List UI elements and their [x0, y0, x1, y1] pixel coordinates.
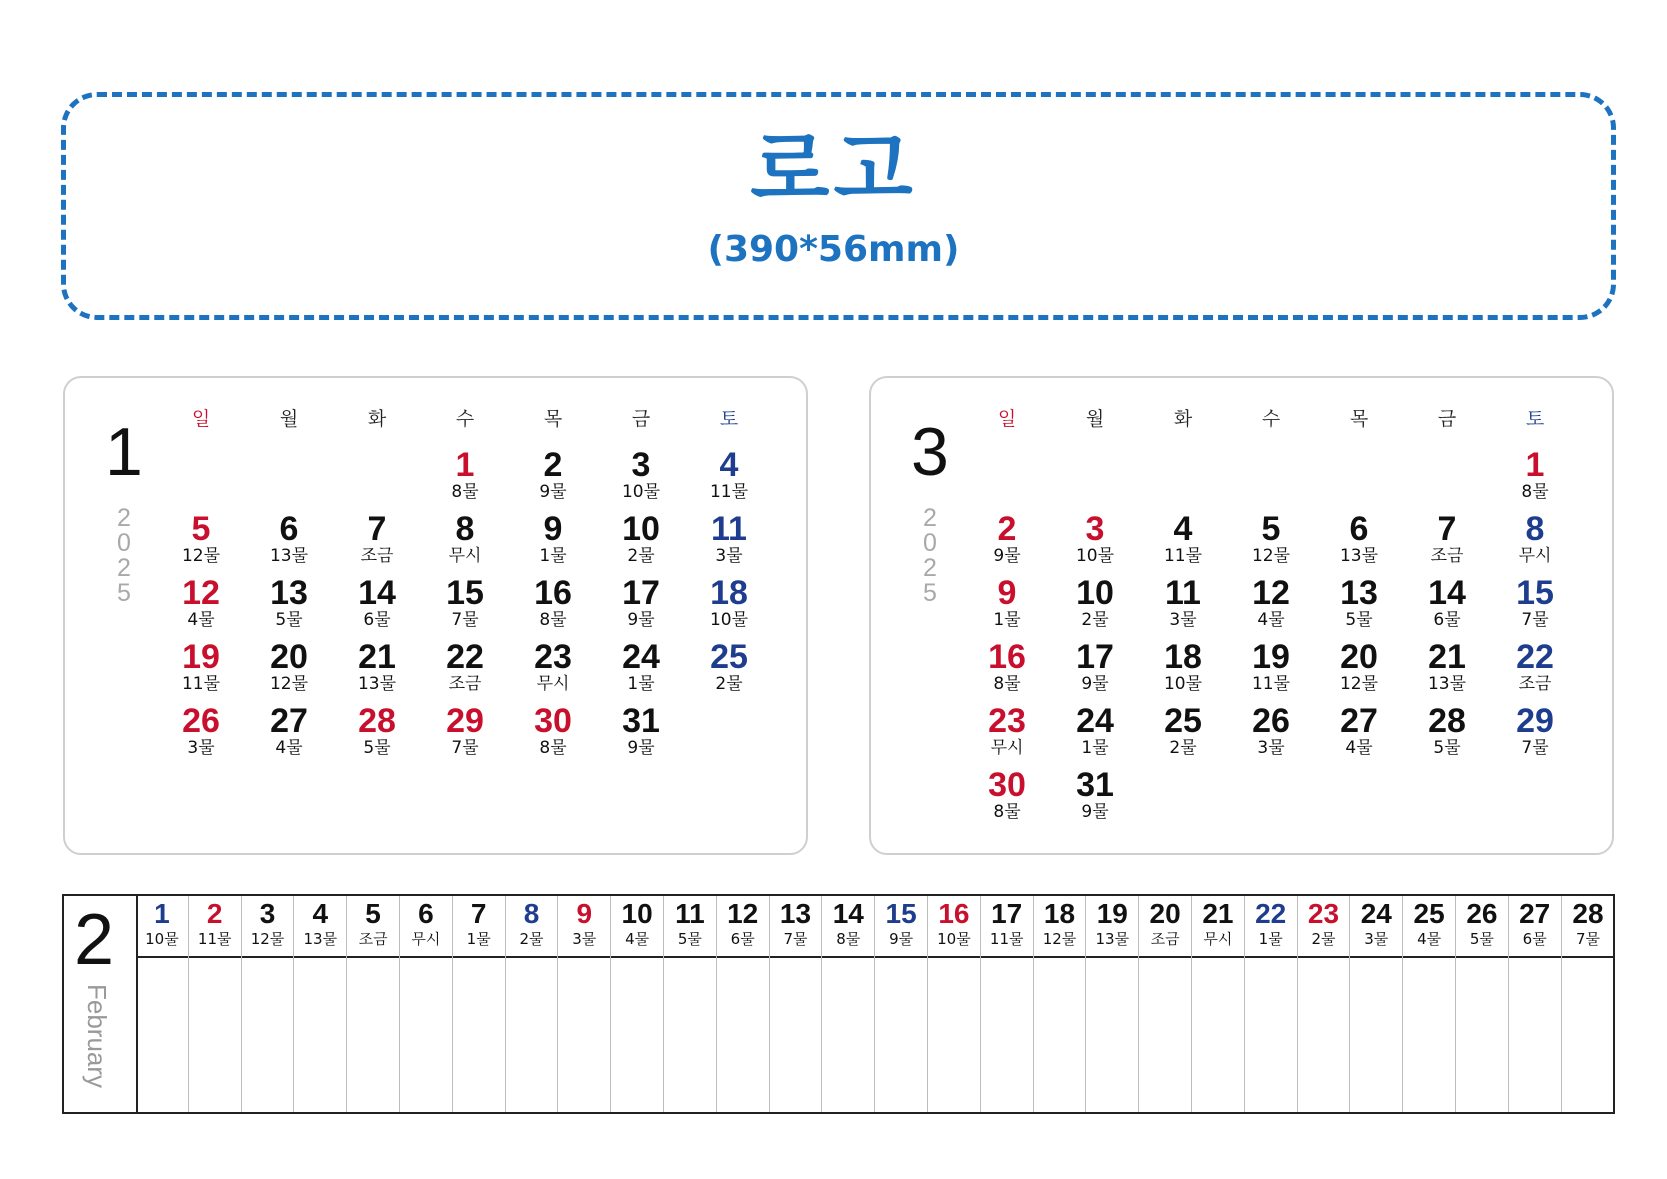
day-number: 20 — [270, 638, 308, 676]
strip-day-column — [347, 896, 400, 1112]
day-cell — [245, 576, 333, 630]
day-cell — [1051, 512, 1139, 566]
month-number: 2 — [74, 900, 115, 980]
tide-label: 12물 — [269, 674, 309, 694]
day-cell — [1139, 640, 1227, 694]
day-cell — [597, 576, 685, 630]
strip-day-column — [136, 896, 189, 1112]
day-cell — [1491, 576, 1579, 630]
year-vertical: 2 0 2 5 — [923, 504, 937, 607]
day-number: 17 — [622, 574, 660, 612]
day-cell — [1139, 512, 1227, 566]
tide-label: 조금 — [1150, 930, 1180, 948]
day-number: 5 — [1261, 510, 1281, 548]
tide-label: 10물 — [1163, 674, 1203, 694]
day-cell — [421, 704, 509, 758]
tide-label: 8물 — [993, 802, 1021, 822]
tide-label: 8물 — [539, 738, 567, 758]
tide-label: 11물 — [1163, 546, 1203, 566]
day-number: 19 — [1096, 898, 1128, 929]
day-cell — [1139, 704, 1227, 758]
day-cell — [1491, 448, 1579, 502]
day-cell — [1227, 576, 1315, 630]
month-number: 1 — [105, 414, 143, 490]
strip-day-column — [1350, 896, 1403, 1112]
day-number: 10 — [622, 510, 660, 548]
strip-label — [64, 896, 138, 1112]
tide-label: 9물 — [1081, 674, 1109, 694]
day-cell — [509, 448, 597, 502]
strip-day-column — [717, 896, 770, 1112]
month-name: February — [82, 984, 112, 1089]
day-cell — [1403, 576, 1491, 630]
day-number: 25 — [1164, 702, 1202, 740]
tide-label: 7물 — [1521, 610, 1549, 630]
weekday-header: 금 — [631, 408, 651, 430]
tide-label: 11물 — [181, 674, 221, 694]
day-number: 6 — [279, 510, 299, 548]
day-number: 21 — [1428, 638, 1466, 676]
tide-label: 10물 — [1075, 546, 1115, 566]
day-number: 15 — [1516, 574, 1554, 612]
day-number: 31 — [622, 702, 660, 740]
tide-label: 4물 — [275, 738, 303, 758]
tide-label: 3물 — [715, 546, 743, 566]
day-number: 9 — [576, 898, 593, 929]
tide-label: 3물 — [1257, 738, 1285, 758]
day-number: 27 — [270, 702, 308, 740]
day-number: 24 — [622, 638, 660, 676]
strip-day-column — [664, 896, 717, 1112]
tide-label: 11물 — [1251, 674, 1291, 694]
weekday-header: 일 — [997, 408, 1017, 430]
day-number: 8 — [523, 898, 540, 929]
day-number: 10 — [621, 898, 653, 929]
day-cell — [157, 704, 245, 758]
weekday-header: 월 — [279, 408, 299, 430]
tide-label: 3물 — [187, 738, 215, 758]
day-cell — [421, 512, 509, 566]
day-number: 16 — [938, 898, 970, 929]
day-number: 9 — [997, 574, 1017, 612]
day-cell — [421, 448, 509, 502]
day-cell — [245, 704, 333, 758]
strip-day-column — [770, 896, 823, 1112]
day-number: 26 — [1466, 898, 1498, 929]
tide-label: 13물 — [1095, 930, 1130, 948]
weekday-header: 화 — [367, 408, 387, 430]
day-number: 30 — [988, 766, 1026, 804]
day-cell — [157, 640, 245, 694]
tide-label: 8물 — [539, 610, 567, 630]
tide-label: 7물 — [451, 610, 479, 630]
day-number: 23 — [534, 638, 572, 676]
day-number: 11 — [711, 510, 747, 548]
tide-label: 무시 — [411, 930, 441, 948]
day-number: 28 — [1428, 702, 1466, 740]
day-number: 12 — [1252, 574, 1290, 612]
month-card-january — [63, 376, 808, 855]
day-cell — [245, 512, 333, 566]
day-number: 4 — [719, 446, 739, 484]
tide-label: 조금 — [448, 674, 482, 694]
day-number: 18 — [1043, 898, 1076, 929]
strip-day-column — [981, 896, 1034, 1112]
day-number: 25 — [710, 638, 748, 676]
tide-label: 11물 — [197, 930, 232, 948]
tide-label: 10물 — [937, 930, 971, 948]
tide-label: 9물 — [889, 930, 914, 948]
day-cell — [1315, 512, 1403, 566]
tide-label: 9물 — [1081, 802, 1109, 822]
day-number: 24 — [1076, 702, 1114, 740]
day-cell — [685, 512, 773, 566]
day-number: 8 — [1525, 510, 1545, 548]
weekday-header: 화 — [1173, 408, 1193, 430]
weekday-header: 토 — [1525, 408, 1545, 430]
month-card-march — [869, 376, 1614, 855]
day-cell — [685, 448, 773, 502]
tide-label: 3물 — [1169, 610, 1197, 630]
tide-label: 10물 — [621, 482, 661, 502]
strip-day-column — [1086, 896, 1139, 1112]
tide-label: 10물 — [145, 930, 179, 948]
day-number: 7 — [1437, 510, 1457, 548]
tide-label: 12물 — [1251, 546, 1291, 566]
day-number: 2 — [997, 510, 1017, 548]
day-number: 27 — [1340, 702, 1378, 740]
weekday-header: 일 — [191, 408, 211, 430]
tide-label: 2물 — [1169, 738, 1197, 758]
weekday-header: 목 — [1349, 408, 1369, 430]
tide-label: 1물 — [1081, 738, 1109, 758]
tide-label: 12물 — [250, 930, 285, 948]
day-number: 13 — [779, 898, 812, 929]
tide-label: 2물 — [519, 930, 544, 948]
day-number: 26 — [182, 702, 220, 740]
day-number: 6 — [418, 898, 434, 929]
day-number: 23 — [988, 702, 1026, 740]
day-number: 16 — [534, 574, 572, 612]
tide-label: 7물 — [1575, 930, 1601, 948]
day-number: 3 — [631, 446, 651, 484]
tide-label: 무시 — [448, 546, 482, 566]
day-cell — [509, 576, 597, 630]
day-number: 20 — [1340, 638, 1378, 676]
day-number: 22 — [1255, 898, 1287, 929]
day-cell — [245, 640, 333, 694]
day-number: 9 — [543, 510, 563, 548]
tide-label: 3물 — [572, 930, 597, 948]
day-number: 10 — [1076, 574, 1114, 612]
day-number: 28 — [1572, 898, 1604, 929]
day-number: 2 — [206, 898, 223, 929]
day-cell — [1403, 640, 1491, 694]
tide-label: 2물 — [1081, 610, 1109, 630]
day-cell — [1051, 768, 1139, 822]
strip-day-column — [242, 896, 295, 1112]
day-number: 13 — [270, 574, 308, 612]
day-number: 3 — [259, 898, 276, 929]
tide-label: 4물 — [1417, 930, 1442, 948]
strip-day-column — [1245, 896, 1298, 1112]
logo-size-label: (390*56mm) — [707, 229, 960, 270]
day-cell — [1491, 704, 1579, 758]
strip-day-column — [1139, 896, 1192, 1112]
tide-label: 1물 — [993, 610, 1021, 630]
strip-day-column — [294, 896, 347, 1112]
strip-day-column — [1456, 896, 1509, 1112]
day-cell — [963, 576, 1051, 630]
day-number: 29 — [1516, 702, 1554, 740]
strip-day-column — [611, 896, 664, 1112]
weekday-header: 수 — [1261, 408, 1281, 430]
month-number: 3 — [911, 414, 949, 490]
logo-title: 로고 — [750, 123, 917, 218]
tide-label: 13물 — [269, 546, 309, 566]
tide-label: 10물 — [709, 610, 749, 630]
weekday-header: 금 — [1437, 408, 1457, 430]
tide-label: 3물 — [1364, 930, 1389, 948]
day-number: 5 — [191, 510, 211, 548]
tide-label: 13물 — [357, 674, 397, 694]
tide-label: 무시 — [536, 674, 570, 694]
day-cell — [333, 512, 421, 566]
tide-label: 조금 — [1430, 546, 1464, 566]
tide-label: 8물 — [1521, 482, 1549, 502]
day-number: 14 — [832, 898, 864, 929]
tide-label: 무시 — [1203, 930, 1233, 948]
day-cell — [333, 640, 421, 694]
tide-label: 9물 — [627, 610, 655, 630]
day-cell — [1227, 704, 1315, 758]
strip-day-column — [875, 896, 928, 1112]
day-number: 4 — [312, 898, 329, 929]
day-number: 4 — [1173, 510, 1193, 548]
day-cell — [1139, 576, 1227, 630]
weekday-header: 토 — [719, 408, 739, 430]
tide-label: 1물 — [466, 930, 491, 948]
tide-label: 무시 — [990, 738, 1024, 758]
day-cell — [157, 576, 245, 630]
day-number: 19 — [182, 638, 220, 676]
tide-label: 9물 — [993, 546, 1021, 566]
tide-label: 1물 — [627, 674, 655, 694]
day-cell — [509, 512, 597, 566]
day-number: 1 — [455, 446, 475, 484]
day-number: 16 — [988, 638, 1026, 676]
day-cell — [597, 512, 685, 566]
day-number: 26 — [1252, 702, 1290, 740]
weekday-header: 월 — [1085, 408, 1105, 430]
day-number: 14 — [1428, 574, 1466, 612]
day-cell — [333, 576, 421, 630]
day-cell — [509, 640, 597, 694]
day-number: 31 — [1076, 766, 1114, 804]
day-cell — [333, 704, 421, 758]
strip-day-column — [1403, 896, 1456, 1112]
day-number: 30 — [534, 702, 572, 740]
day-cell — [1491, 640, 1579, 694]
tide-label: 13물 — [303, 930, 338, 948]
day-number: 25 — [1413, 898, 1445, 929]
tide-label: 7물 — [783, 930, 808, 948]
day-cell — [1051, 704, 1139, 758]
day-number: 22 — [446, 638, 484, 676]
day-number: 17 — [991, 898, 1023, 929]
day-number: 17 — [1076, 638, 1114, 676]
tide-label: 6물 — [1433, 610, 1461, 630]
day-number: 3 — [1085, 510, 1105, 548]
weekday-header: 목 — [543, 408, 563, 430]
day-number: 21 — [1202, 898, 1234, 929]
tide-label: 6물 — [1522, 930, 1547, 948]
strip-day-column — [400, 896, 453, 1112]
day-number: 1 — [1525, 446, 1545, 484]
tide-label: 6물 — [730, 930, 755, 948]
strip-day-column — [1298, 896, 1351, 1112]
tide-label: 12물 — [1339, 674, 1379, 694]
tide-label: 4물 — [625, 930, 650, 948]
day-number: 13 — [1340, 574, 1378, 612]
tide-label: 12물 — [1042, 930, 1077, 948]
day-number: 12 — [727, 898, 759, 929]
day-number: 15 — [885, 898, 917, 929]
tide-label: 2물 — [1311, 930, 1336, 948]
day-cell — [1315, 640, 1403, 694]
day-cell — [963, 512, 1051, 566]
strip-day-column — [1509, 896, 1562, 1112]
day-number: 7 — [367, 510, 387, 548]
tide-label: 8물 — [993, 674, 1021, 694]
day-cell — [1315, 704, 1403, 758]
day-number: 15 — [446, 574, 484, 612]
day-cell — [597, 704, 685, 758]
tide-label: 4물 — [187, 610, 215, 630]
day-cell — [963, 768, 1051, 822]
weekday-header: 수 — [455, 408, 475, 430]
tide-label: 조금 — [1518, 674, 1552, 694]
day-number: 20 — [1149, 898, 1181, 929]
tide-label: 9물 — [539, 482, 567, 502]
day-number: 7 — [470, 898, 487, 929]
day-number: 27 — [1519, 898, 1551, 929]
day-number: 23 — [1307, 898, 1340, 929]
strip-day-column — [453, 896, 506, 1112]
tide-label: 조금 — [360, 546, 394, 566]
tide-label: 13물 — [1427, 674, 1467, 694]
day-number: 18 — [1164, 638, 1202, 676]
day-cell — [421, 640, 509, 694]
tide-label: 5물 — [677, 930, 702, 948]
strip-day-column — [822, 896, 875, 1112]
tide-label: 조금 — [358, 930, 388, 948]
day-cell — [963, 704, 1051, 758]
day-cell — [963, 640, 1051, 694]
tide-label: 8물 — [451, 482, 479, 502]
day-cell — [597, 448, 685, 502]
tide-label: 4물 — [1257, 610, 1285, 630]
tide-label: 7물 — [451, 738, 479, 758]
day-cell — [685, 640, 773, 694]
strip-day-column — [506, 896, 559, 1112]
day-number: 1 — [154, 898, 170, 929]
day-number: 28 — [358, 702, 396, 740]
tide-label: 11물 — [989, 930, 1024, 948]
day-number: 8 — [455, 510, 475, 548]
tide-label: 5물 — [1345, 610, 1373, 630]
day-number: 2 — [543, 446, 563, 484]
strip-day-column — [1034, 896, 1087, 1112]
tide-label: 13물 — [1339, 546, 1379, 566]
tide-label: 7물 — [1521, 738, 1549, 758]
tide-label: 2물 — [627, 546, 655, 566]
strip-day-column — [189, 896, 242, 1112]
tide-label: 12물 — [181, 546, 221, 566]
tide-label: 9물 — [627, 738, 655, 758]
day-number: 19 — [1252, 638, 1290, 676]
day-cell — [1227, 512, 1315, 566]
day-cell — [1051, 640, 1139, 694]
tide-label: 11물 — [709, 482, 749, 502]
strip-day-column — [928, 896, 981, 1112]
day-cell — [1051, 576, 1139, 630]
day-number: 6 — [1349, 510, 1369, 548]
strip-day-column — [1192, 896, 1245, 1112]
day-number: 14 — [358, 574, 396, 612]
day-number: 5 — [365, 898, 381, 929]
day-number: 22 — [1516, 638, 1554, 676]
strip-day-column — [558, 896, 611, 1112]
day-cell — [421, 576, 509, 630]
day-cell — [1403, 704, 1491, 758]
day-number: 21 — [358, 638, 396, 676]
day-cell — [685, 576, 773, 630]
tide-label: 1물 — [539, 546, 567, 566]
day-cell — [597, 640, 685, 694]
day-cell — [1491, 512, 1579, 566]
day-number: 24 — [1360, 898, 1392, 929]
february-strip — [62, 894, 1615, 1114]
tide-label: 1물 — [1258, 930, 1283, 948]
day-cell — [1315, 576, 1403, 630]
day-number: 12 — [182, 574, 220, 612]
tide-label: 4물 — [1345, 738, 1373, 758]
day-cell — [509, 704, 597, 758]
tide-label: 5물 — [1469, 930, 1494, 948]
day-number: 18 — [710, 574, 748, 612]
tide-label: 5물 — [1433, 738, 1461, 758]
tide-label: 6물 — [363, 610, 391, 630]
strip-day-column — [1562, 896, 1615, 1112]
tide-label: 8물 — [836, 930, 861, 948]
day-cell — [157, 512, 245, 566]
day-cell — [1403, 512, 1491, 566]
tide-label: 무시 — [1518, 546, 1552, 566]
day-number: 11 — [1165, 574, 1201, 612]
tide-label: 5물 — [363, 738, 391, 758]
day-cell — [1227, 640, 1315, 694]
tide-label: 5물 — [275, 610, 303, 630]
day-number: 29 — [446, 702, 484, 740]
year-vertical: 2 0 2 5 — [117, 504, 131, 607]
day-number: 11 — [675, 898, 705, 929]
tide-label: 2물 — [715, 674, 743, 694]
